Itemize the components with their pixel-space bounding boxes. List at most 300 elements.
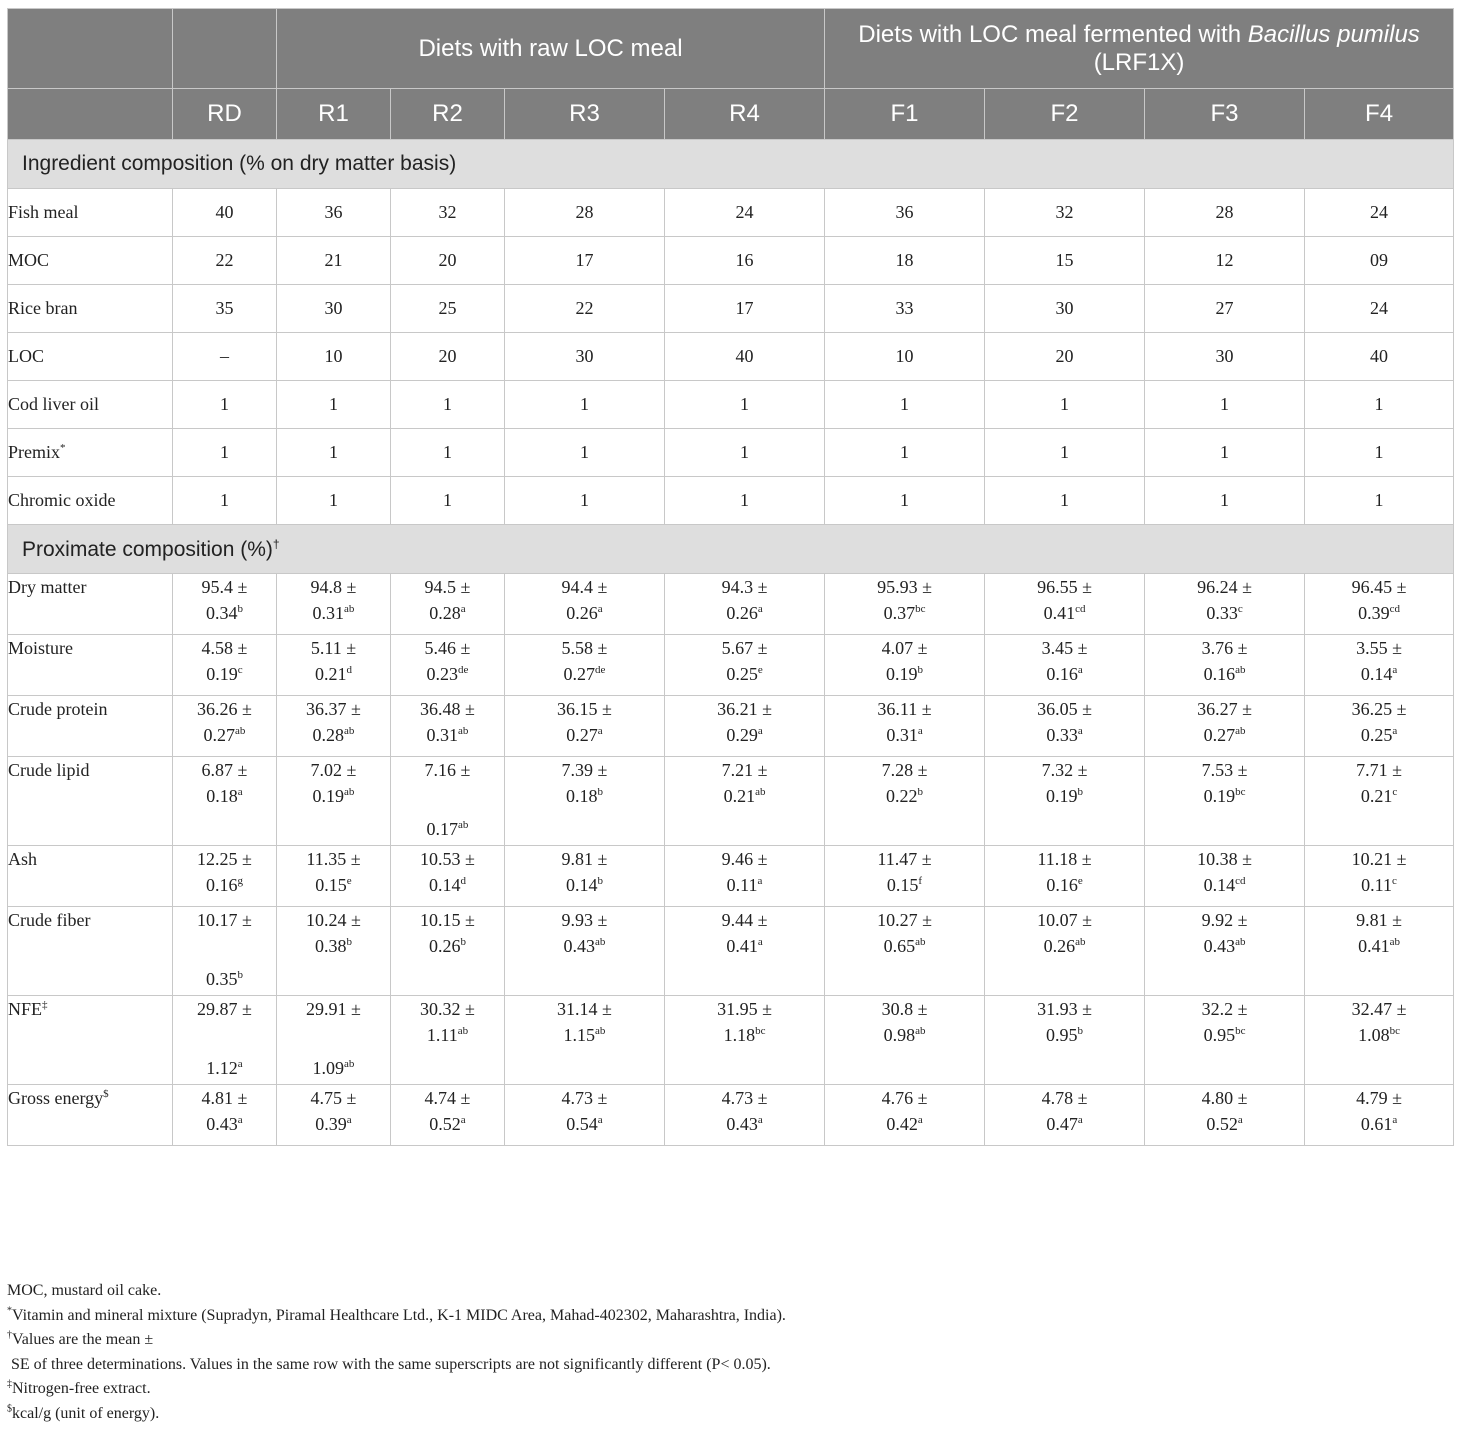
mean-value: 95.4 ± <box>201 577 248 597</box>
table-cell: 09 <box>1305 237 1454 285</box>
section-title <box>8 525 1454 574</box>
table-cell: 1 <box>985 381 1145 429</box>
table-cell <box>825 574 985 635</box>
table-cell <box>985 846 1145 907</box>
row-label <box>8 285 173 333</box>
se-value: 0.15 <box>315 875 347 895</box>
mean-value: 32.2 ± <box>1201 999 1248 1019</box>
table-cell <box>505 574 665 635</box>
row-label-text: Crude lipid <box>8 760 90 780</box>
table-row <box>8 333 1454 381</box>
table-cell: 1 <box>1145 381 1305 429</box>
table-cell <box>391 757 505 846</box>
mean-value: 10.07 ± <box>1037 910 1092 930</box>
table-cell: 18 <box>825 237 985 285</box>
se-value: 1.18 <box>723 1025 756 1045</box>
row-label <box>8 237 173 285</box>
corner-cell <box>8 9 173 89</box>
significance-letter: a <box>237 1114 243 1126</box>
mean-value: 4.78 ± <box>1041 1088 1088 1108</box>
mean-value: 9.81 ± <box>561 849 608 869</box>
mean-value: 36.48 ± <box>420 699 475 719</box>
significance-letter: a <box>1237 1114 1243 1126</box>
table-cell <box>1145 696 1305 757</box>
table-cell <box>825 846 985 907</box>
se-value: 0.95 <box>1203 1025 1236 1045</box>
row-label-text: Crude protein <box>8 699 108 719</box>
significance-letter: b <box>237 603 243 615</box>
table-cell <box>1145 996 1305 1085</box>
column-header: R3 <box>505 89 665 140</box>
group-header-row <box>8 9 1454 89</box>
table-cell: 1 <box>505 429 665 477</box>
se-value: 0.18 <box>566 786 598 806</box>
se-value: 0.29 <box>726 725 758 745</box>
table-cell <box>1305 1085 1454 1146</box>
se-value: 0.42 <box>886 1114 918 1134</box>
table-cell <box>173 757 277 846</box>
se-value: 1.12 <box>206 1058 238 1078</box>
se-value: 0.54 <box>566 1114 598 1134</box>
table-cell <box>985 696 1145 757</box>
row-label-text: Moisture <box>8 638 73 658</box>
mean-value: 11.18 ± <box>1037 849 1092 869</box>
table-cell: 32 <box>985 189 1145 237</box>
row-label-text: Chromic oxide <box>8 490 116 510</box>
table-cell <box>391 635 505 696</box>
se-value: 0.43 <box>726 1114 758 1134</box>
significance-letter: a <box>757 603 763 615</box>
table-cell <box>1145 757 1305 846</box>
footnote-line <box>7 1402 786 1427</box>
column-header: F4 <box>1305 89 1454 140</box>
table-cell <box>665 635 825 696</box>
table-cell: 1 <box>277 429 391 477</box>
row-label-text: LOC <box>8 346 44 366</box>
corner-cell-2 <box>8 89 173 140</box>
table-cell: – <box>173 333 277 381</box>
table-row <box>8 846 1454 907</box>
table-cell <box>1305 696 1454 757</box>
table-cell: 36 <box>277 189 391 237</box>
se-value: 0.34 <box>206 603 238 623</box>
significance-letter: ab <box>344 786 355 798</box>
table-cell <box>277 696 391 757</box>
table-cell <box>825 696 985 757</box>
se-value: 1.08 <box>1358 1025 1390 1045</box>
se-value: 0.26 <box>726 603 758 623</box>
table-cell <box>505 846 665 907</box>
significance-letter: bc <box>1235 786 1246 798</box>
table-cell <box>1305 635 1454 696</box>
table-cell: 17 <box>665 285 825 333</box>
mean-value: 9.92 ± <box>1201 910 1248 930</box>
se-value: 0.98 <box>883 1025 916 1045</box>
table-cell <box>665 996 825 1085</box>
mean-value: 5.46 ± <box>424 638 471 658</box>
mean-value: 6.87 ± <box>201 760 248 780</box>
footnotes <box>7 1279 786 1427</box>
significance-letter: a <box>597 725 603 737</box>
table-row <box>8 757 1454 846</box>
significance-letter: a <box>757 875 763 887</box>
mean-value: 7.53 ± <box>1201 760 1248 780</box>
footnote-line <box>7 1353 786 1378</box>
table-cell <box>391 846 505 907</box>
table-cell: 30 <box>505 333 665 381</box>
mean-value: 5.67 ± <box>721 638 768 658</box>
mean-value: 36.05 ± <box>1037 699 1092 719</box>
se-value: 0.31 <box>426 725 459 745</box>
column-header-row <box>8 89 1454 140</box>
table-cell <box>1305 574 1454 635</box>
table-cell <box>277 846 391 907</box>
significance-letter: c <box>1392 786 1398 798</box>
se-value: 0.43 <box>206 1114 238 1134</box>
table-cell: 36 <box>825 189 985 237</box>
table-cell <box>665 1085 825 1146</box>
table-cell: 27 <box>1145 285 1305 333</box>
mean-value: 4.07 ± <box>881 638 928 658</box>
se-value: 0.28 <box>429 603 461 623</box>
footnote-line <box>7 1304 786 1329</box>
mean-value: 9.46 ± <box>721 849 768 869</box>
mean-value: 10.17 ± <box>197 910 252 930</box>
se-value: 0.52 <box>1206 1114 1238 1134</box>
mean-value: 30.8 ± <box>881 999 928 1019</box>
table-cell <box>277 635 391 696</box>
row-label-text: MOC <box>8 250 50 270</box>
se-value: 0.27 <box>203 725 236 745</box>
significance-letter: a <box>597 603 603 615</box>
mean-value: 96.45 ± <box>1351 577 1407 597</box>
table-cell <box>505 1085 665 1146</box>
footnote-line <box>7 1377 786 1402</box>
significance-letter: bc <box>1235 1025 1246 1037</box>
mean-value: 10.38 ± <box>1197 849 1252 869</box>
row-label <box>8 846 173 907</box>
row-label-text: Premix <box>8 442 60 462</box>
significance-letter: c <box>1237 603 1243 615</box>
se-value: 0.19 <box>1203 786 1236 806</box>
mean-value: 36.11 ± <box>877 699 932 719</box>
table-cell <box>391 1085 505 1146</box>
table-cell <box>505 635 665 696</box>
table-row <box>8 996 1454 1085</box>
table-cell <box>1305 757 1454 846</box>
se-value: 0.17 <box>426 819 459 839</box>
significance-letter: a <box>237 1058 243 1070</box>
mean-value: 4.81 ± <box>201 1088 248 1108</box>
se-value: 1.15 <box>563 1025 596 1045</box>
significance-letter: d <box>346 664 352 676</box>
table-cell <box>173 846 277 907</box>
se-value: 0.19 <box>206 664 238 684</box>
significance-letter: ab <box>457 1025 469 1037</box>
se-value: 0.27 <box>566 725 598 745</box>
significance-letter: ab <box>915 1025 926 1037</box>
table-cell: 1 <box>985 429 1145 477</box>
table-cell <box>1305 996 1454 1085</box>
table-cell: 1 <box>665 429 825 477</box>
table-row <box>8 429 1454 477</box>
table-cell <box>277 757 391 846</box>
table-cell <box>1305 907 1454 996</box>
table-cell <box>277 1085 391 1146</box>
se-value: 0.27 <box>563 664 596 684</box>
table-cell <box>173 1085 277 1146</box>
se-value: 0.19 <box>1046 786 1078 806</box>
table-cell <box>985 574 1145 635</box>
significance-letter: a <box>1077 664 1083 676</box>
significance-letter: ab <box>915 936 926 948</box>
table-cell <box>985 757 1145 846</box>
table-cell: 17 <box>505 237 665 285</box>
significance-letter: ab <box>1075 936 1086 948</box>
significance-letter: g <box>237 875 243 887</box>
table-cell <box>985 907 1145 996</box>
group-fermented-species: Bacillus pumilus <box>1247 20 1420 48</box>
mean-value: 7.28 ± <box>881 760 928 780</box>
significance-letter: f <box>918 875 923 887</box>
table-cell: 21 <box>277 237 391 285</box>
column-header: R1 <box>277 89 391 140</box>
table-cell: 22 <box>505 285 665 333</box>
section-title: Ingredient composition (% on dry matter basis) <box>8 140 1454 189</box>
column-header: F1 <box>825 89 985 140</box>
table-cell <box>505 757 665 846</box>
footnote-mark: † <box>7 1329 12 1341</box>
mean-value: 4.73 ± <box>561 1088 608 1108</box>
se-value: 0.21 <box>1360 786 1393 806</box>
mean-value: 7.71 ± <box>1356 760 1402 780</box>
table-cell: 30 <box>1145 333 1305 381</box>
significance-letter: b <box>1077 786 1084 798</box>
mean-value: 10.24 ± <box>306 910 361 930</box>
mean-value: 36.27 ± <box>1197 699 1252 719</box>
table-cell <box>1145 846 1305 907</box>
row-label-text: Fish meal <box>8 202 79 222</box>
table-cell: 1 <box>505 477 665 525</box>
significance-letter: cd <box>1235 875 1246 887</box>
significance-letter: a <box>460 1114 466 1126</box>
footnote-mark: † <box>272 536 280 551</box>
significance-letter: ab <box>1235 936 1246 948</box>
mean-value: 36.26 ± <box>197 699 252 719</box>
table-cell: 1 <box>985 477 1145 525</box>
table-cell <box>505 907 665 996</box>
group-fermented-header <box>825 9 1454 89</box>
table-cell: 1 <box>173 477 277 525</box>
table-cell: 1 <box>825 429 985 477</box>
table-cell <box>985 635 1145 696</box>
table-cell: 1 <box>391 477 505 525</box>
mean-value: 94.3 ± <box>721 577 768 597</box>
table-cell: 12 <box>1145 237 1305 285</box>
significance-letter: a <box>917 1114 923 1126</box>
significance-letter: ab <box>344 1058 355 1070</box>
group-fermented-suffix: (LRF1X) <box>1093 48 1185 76</box>
table-cell: 1 <box>173 429 277 477</box>
mean-value: 3.55 ± <box>1356 638 1402 658</box>
table-cell: 32 <box>391 189 505 237</box>
significance-letter: e <box>346 875 352 887</box>
mean-value: 11.47 ± <box>877 849 932 869</box>
significance-letter: a <box>1392 664 1398 676</box>
se-value: 0.47 <box>1046 1114 1078 1134</box>
significance-letter: ab <box>595 936 606 948</box>
mean-value: 5.11 ± <box>310 638 357 658</box>
table-cell: 24 <box>665 189 825 237</box>
row-label <box>8 574 173 635</box>
significance-letter: a <box>757 936 763 948</box>
table-cell: 10 <box>825 333 985 381</box>
se-value: 0.39 <box>1358 603 1390 623</box>
table-cell: 30 <box>277 285 391 333</box>
mean-value: 94.8 ± <box>310 577 357 597</box>
mean-value: 12.25 ± <box>197 849 252 869</box>
row-label <box>8 477 173 525</box>
se-value: 0.23 <box>426 664 459 684</box>
se-value: 0.14 <box>429 875 461 895</box>
table-cell <box>505 996 665 1085</box>
mean-value: 7.39 ± <box>561 760 608 780</box>
table-cell: 1 <box>277 381 391 429</box>
footnote-mark: ‡ <box>42 999 48 1011</box>
footnote-text: Values are the mean ± <box>12 1331 154 1349</box>
row-label <box>8 696 173 757</box>
significance-letter: ab <box>458 819 469 831</box>
significance-letter: b <box>917 786 924 798</box>
se-value: 0.16 <box>1046 875 1078 895</box>
se-value: 0.18 <box>206 786 238 806</box>
footnote-mark: * <box>7 1305 12 1317</box>
table-cell <box>665 574 825 635</box>
significance-letter: b <box>597 786 603 798</box>
table-cell: 1 <box>1145 477 1305 525</box>
mean-value: 3.45 ± <box>1041 638 1088 658</box>
significance-letter: b <box>346 936 352 948</box>
mean-value: 7.32 ± <box>1041 760 1088 780</box>
mean-value: 9.93 ± <box>561 910 608 930</box>
footnote-text: SE of three determinations. Values in the same row with the same superscripts are not significantly different (P< 0.05). <box>7 1355 771 1373</box>
column-header: F3 <box>1145 89 1305 140</box>
mean-value: 32.47 ± <box>1351 999 1407 1019</box>
table-cell: 40 <box>665 333 825 381</box>
row-label <box>8 635 173 696</box>
table-cell <box>985 1085 1145 1146</box>
significance-letter: ab <box>1235 664 1246 676</box>
blank-header-cell <box>173 9 277 89</box>
se-value: 0.33 <box>1046 725 1078 745</box>
table-row <box>8 477 1454 525</box>
significance-letter: ab <box>235 725 246 737</box>
mean-value: 7.02 ± <box>310 760 357 780</box>
se-value: 0.43 <box>563 936 596 956</box>
se-value: 0.25 <box>726 664 758 684</box>
table-cell: 10 <box>277 333 391 381</box>
table-cell <box>1145 1085 1305 1146</box>
mean-value: 4.80 ± <box>1201 1088 1248 1108</box>
mean-value: 95.93 ± <box>877 577 932 597</box>
se-value: 0.25 <box>1360 725 1393 745</box>
table-cell: 1 <box>277 477 391 525</box>
row-label <box>8 907 173 996</box>
table-cell <box>1145 574 1305 635</box>
row-label <box>8 333 173 381</box>
mean-value: 10.15 ± <box>420 910 475 930</box>
se-value: 0.19 <box>312 786 345 806</box>
table-cell <box>277 996 391 1085</box>
proximate-section-row <box>8 525 1454 574</box>
mean-value: 94.4 ± <box>561 577 608 597</box>
se-value: 0.28 <box>312 725 345 745</box>
mean-value: 9.44 ± <box>721 910 768 930</box>
table-cell: 28 <box>505 189 665 237</box>
table-cell <box>391 574 505 635</box>
column-header: F2 <box>985 89 1145 140</box>
table-cell: 1 <box>825 381 985 429</box>
row-label-text: Cod liver oil <box>8 394 99 414</box>
mean-value: 36.25 ± <box>1351 699 1407 719</box>
mean-value: 31.14 ± <box>557 999 612 1019</box>
table-cell <box>825 1085 985 1146</box>
se-value: 0.14 <box>1203 875 1236 895</box>
composition-table <box>7 8 1454 1146</box>
significance-letter: b <box>917 664 924 676</box>
mean-value: 36.21 ± <box>717 699 772 719</box>
table-cell: 1 <box>1145 429 1305 477</box>
table-cell <box>825 757 985 846</box>
mean-value: 30.32 ± <box>420 999 475 1019</box>
significance-letter: a <box>757 1114 763 1126</box>
footnote-text: Vitamin and mineral mixture (Supradyn, Piramal Healthcare Ltd., K-1 MIDC Area, Mahad-402302, Maharashtra, India). <box>12 1306 786 1324</box>
table-cell <box>825 996 985 1085</box>
significance-letter: d <box>460 875 466 887</box>
table-row <box>8 381 1454 429</box>
table-row <box>8 696 1454 757</box>
significance-letter: ab <box>344 725 355 737</box>
table-cell <box>985 996 1145 1085</box>
footnote-text: MOC, mustard oil cake. <box>7 1282 162 1299</box>
table-row <box>8 907 1454 996</box>
table-cell <box>173 574 277 635</box>
se-value: 0.19 <box>886 664 918 684</box>
significance-letter: de <box>458 664 469 676</box>
table-cell <box>173 696 277 757</box>
table-cell: 1 <box>1305 477 1454 525</box>
se-value: 0.35 <box>206 969 238 989</box>
table-cell: 24 <box>1305 285 1454 333</box>
mean-value: 94.5 ± <box>424 577 471 597</box>
se-value: 0.61 <box>1360 1114 1393 1134</box>
table-cell: 1 <box>173 381 277 429</box>
table-cell: 15 <box>985 237 1145 285</box>
ingredient-section-row <box>8 140 1454 189</box>
se-value: 0.41 <box>726 936 758 956</box>
significance-letter: ab <box>1389 936 1400 948</box>
table-cell: 33 <box>825 285 985 333</box>
table-cell: 1 <box>665 477 825 525</box>
row-label-text: NFE <box>8 999 43 1019</box>
se-value: 0.16 <box>1203 664 1236 684</box>
significance-letter: bc <box>915 603 926 615</box>
mean-value: 10.27 ± <box>877 910 932 930</box>
footnote-text: Nitrogen-free extract. <box>12 1380 151 1398</box>
row-label <box>8 757 173 846</box>
significance-letter: cd <box>1075 603 1086 615</box>
row-label-text: Crude fiber <box>8 910 91 930</box>
